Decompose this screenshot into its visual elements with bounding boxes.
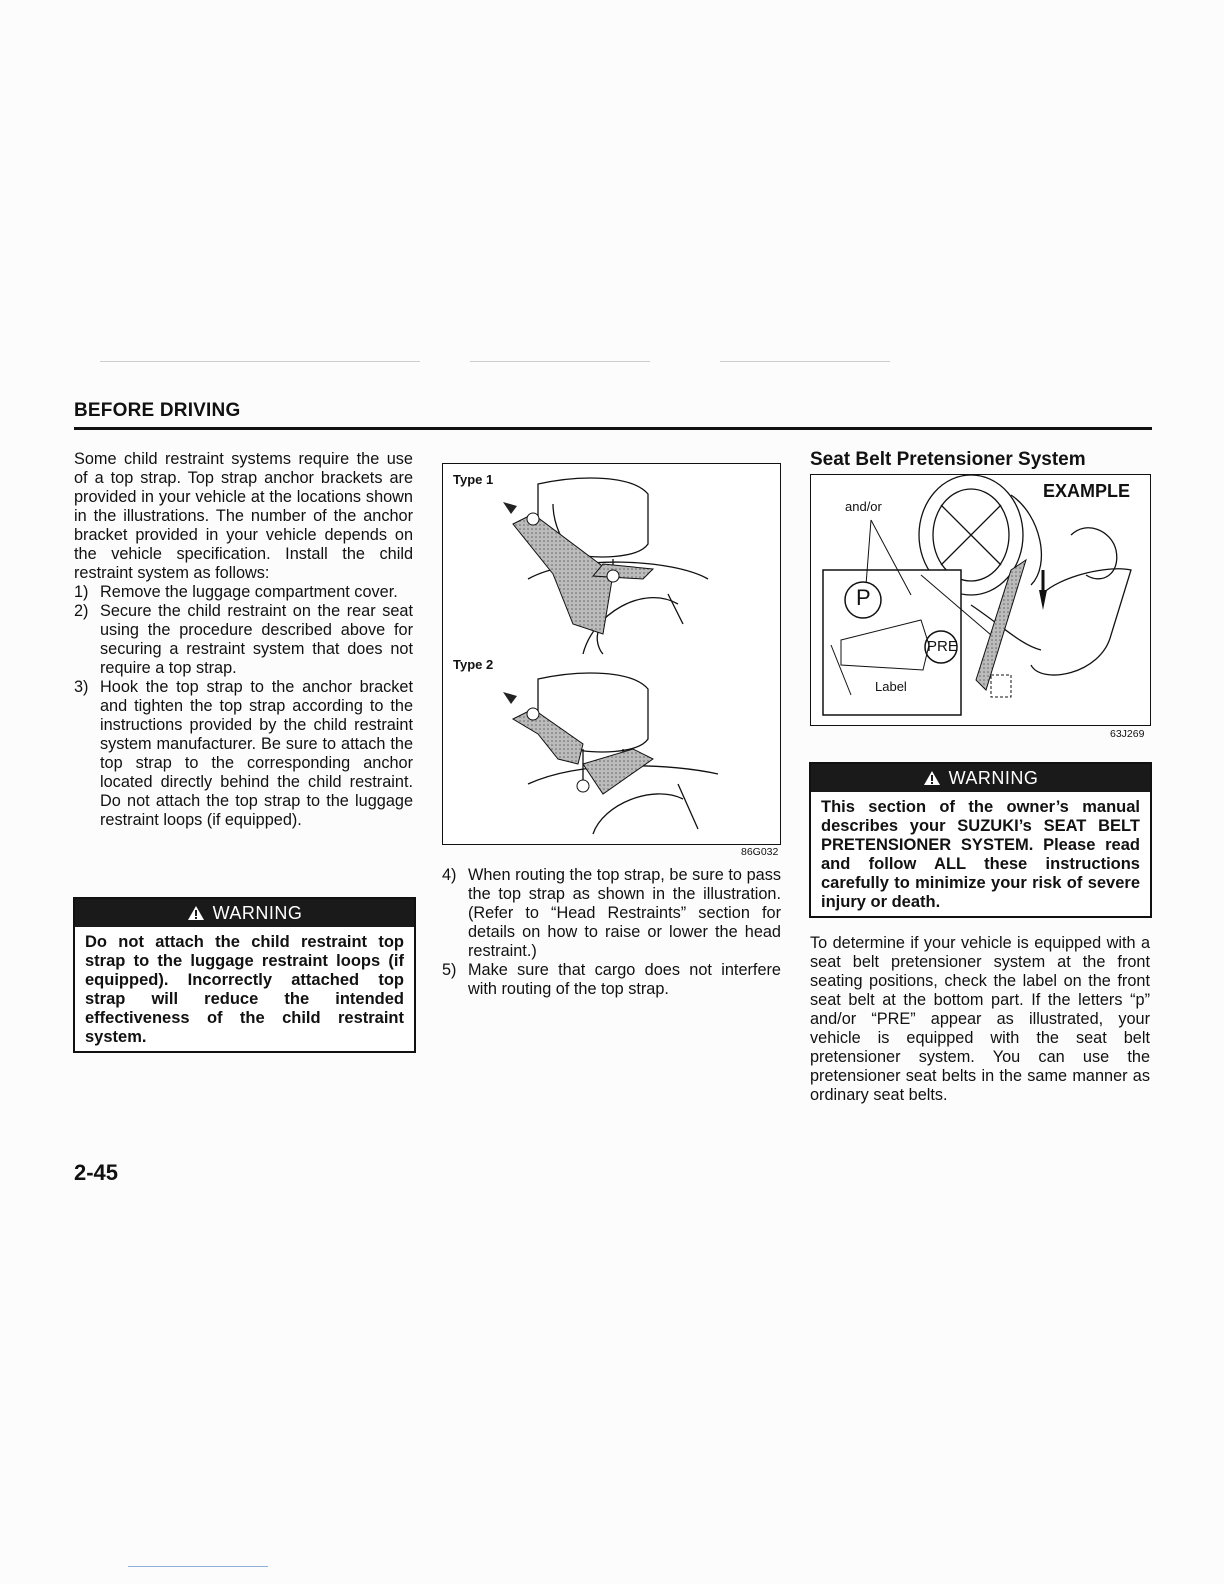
steps-list: [74, 583, 413, 830]
pretensioner-warning-box: [809, 762, 1152, 918]
head-restraint-illustration: [443, 464, 780, 844]
figure-code: 86G032: [741, 846, 779, 858]
pretensioner-paragraph: To determine if your vehicle is equipped with a seat belt pretensioner system at the front seating positions, check the label on the front seat belt at the bottom part. If the letters “p” and/or “PRE” appear as illustrated, your vehicle is equipped with the seat belt pretensioner system. You can use the pretensioner seat belts in the same manner as ordinary seat belts.: [810, 934, 1150, 1104]
warning-triangle-icon: [923, 770, 941, 786]
list-item: 2) Secure the child restraint on the rear seat using the procedure described above for securing a restraint system that does not require a top strap.: [74, 602, 413, 677]
top-strap-figure: [442, 463, 781, 845]
list-item: 3) Hook the top strap to the anchor bracket and tighten the top strap according to the instructions provided by the child restraint system manufacturer. Be sure to attach the top strap to the corresponding anchor located directly behind the child restraint. Do not attach the top strap to the luggage restraint loops (if equipped).: [74, 678, 413, 829]
pre-text: PRE: [927, 638, 958, 655]
pretensioner-figure: [810, 474, 1151, 726]
warning-text: This section of the owner’s manual describes your SUZUKI’s SEAT BELT PRETENSIONER SYSTEM. Please read and follow ALL these instructions carefully to minimize your risk of severe injury or death.: [821, 798, 1140, 911]
scan-artifact-line: [720, 361, 890, 362]
warning-header: WARNING: [75, 899, 414, 927]
header-rule: [74, 427, 1152, 430]
scan-artifact-line: [128, 1566, 268, 1567]
warning-triangle-icon: [187, 905, 205, 921]
list-item: 5) Make sure that cargo does not interfere with routing of the top strap.: [442, 961, 781, 998]
middle-column-steps: [442, 866, 781, 999]
page-number: 2-45: [74, 1160, 119, 1185]
warning-text: Do not attach the child restraint top strap to the luggage restraint loops (if equipped). Incorrectly attached top strap will reduce the intended effectiveness of the child restraint system.: [85, 933, 404, 1046]
right-column-body: [810, 934, 1150, 1105]
example-label: EXAMPLE: [1043, 481, 1131, 501]
warning-header: WARNING: [811, 764, 1150, 792]
scan-artifact-line: [100, 361, 420, 362]
left-column: [74, 450, 413, 830]
section-title: BEFORE DRIVING: [74, 400, 241, 421]
intro-paragraph: Some child restraint systems require the use of a top strap. Top strap anchor brackets are provided in your vehicle at the locations shown in the illustrations. The number of the anchor bracket provided in your vehicle depends on the vehicle specification. Install the child restraint system as follows:: [74, 450, 413, 582]
steps-list: [442, 866, 781, 999]
pretensioner-heading: Seat Belt Pretensioner System: [810, 449, 1086, 470]
type1-label: Type 1: [453, 472, 494, 487]
child-restraint-warning-box: [73, 897, 416, 1053]
type2-label: Type 2: [453, 657, 494, 672]
label-text: Label: [875, 679, 907, 694]
p-letter: P: [856, 585, 871, 610]
andor-label: and/or: [845, 499, 882, 514]
scan-artifact-line: [470, 361, 650, 362]
figure-code: 63J269: [1110, 728, 1145, 740]
list-item: 4) When routing the top strap, be sure to pass the top strap as shown in the illustration. (Refer to “Head Restraints” section for details on how to raise or lower the head restraint.): [442, 866, 781, 960]
list-item: 1) Remove the luggage compartment cover.: [74, 583, 398, 601]
